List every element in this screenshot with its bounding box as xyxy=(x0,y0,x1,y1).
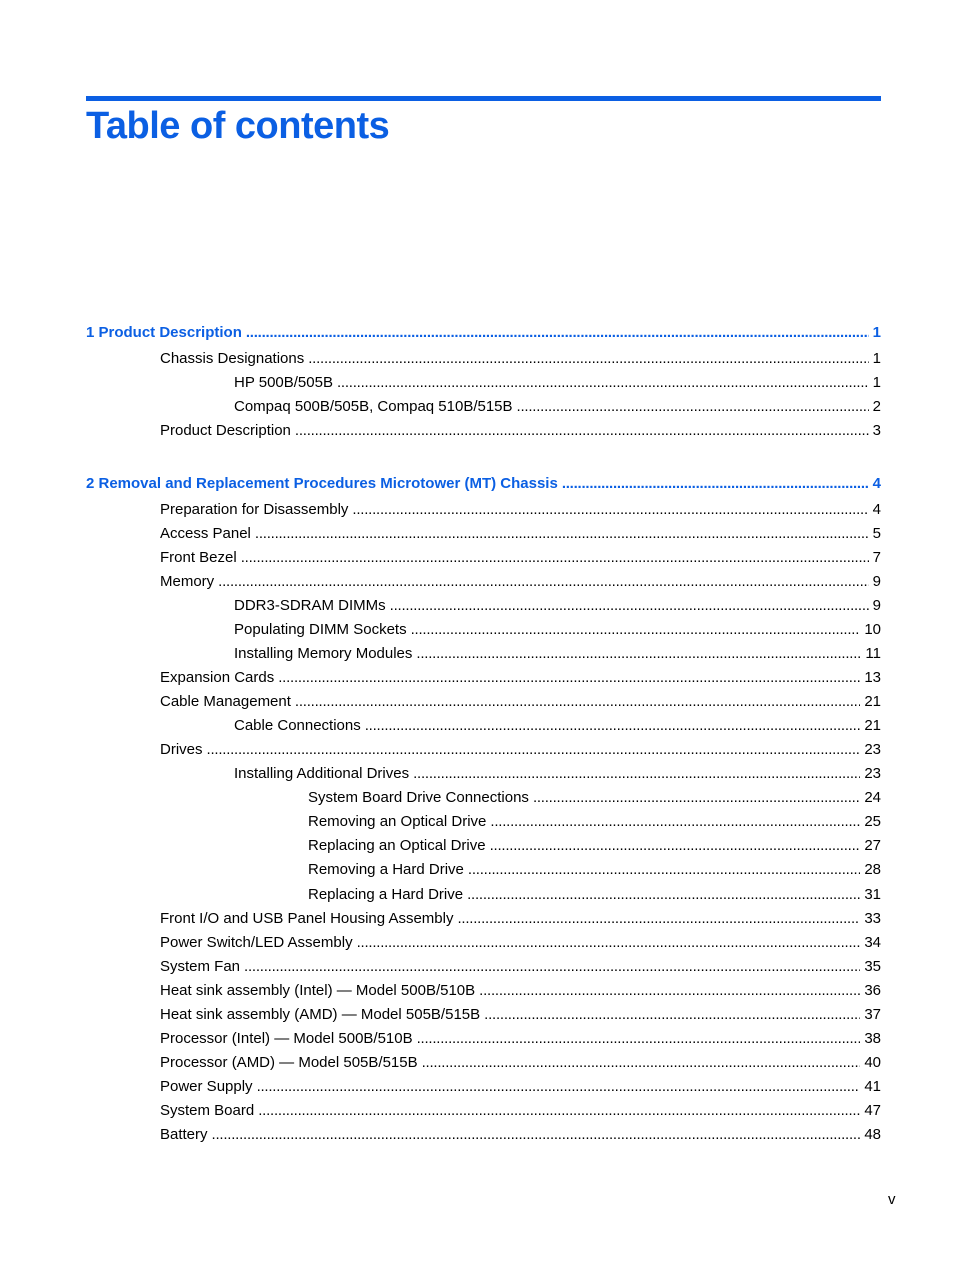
toc-entry-page: 35 xyxy=(864,958,881,975)
toc-entry-page: 10 xyxy=(864,621,881,638)
toc-chapter-entry[interactable] xyxy=(86,322,881,344)
toc-entry[interactable] xyxy=(160,956,881,978)
toc-entry[interactable] xyxy=(234,715,881,737)
toc-entry[interactable] xyxy=(160,980,881,1002)
toc-entry-label: Chassis Designations xyxy=(160,350,305,367)
dot-leader xyxy=(413,763,860,785)
toc-entry[interactable] xyxy=(234,643,881,665)
dot-leader xyxy=(479,980,860,1002)
toc-entry-label: System Fan xyxy=(160,958,241,975)
toc-entry-label: Preparation for Disassembly xyxy=(160,501,349,518)
toc-entry[interactable] xyxy=(160,1028,881,1050)
toc-entry-label: Installing Memory Modules xyxy=(234,645,413,662)
toc-entry[interactable] xyxy=(234,763,881,785)
toc-entry[interactable] xyxy=(308,787,881,809)
toc-entry[interactable] xyxy=(160,908,881,930)
toc-chapter-entry[interactable] xyxy=(86,473,881,495)
toc-entry-label: Heat sink assembly (Intel) — Model 500B/510B xyxy=(160,982,476,999)
toc-entry-label: Removing an Optical Drive xyxy=(308,813,487,830)
toc-entry[interactable] xyxy=(160,523,881,545)
toc-entry-label: Power Switch/LED Assembly xyxy=(160,934,353,951)
toc-entry-label: DDR3-SDRAM DIMMs xyxy=(234,597,386,614)
toc-entry-page: 25 xyxy=(864,813,881,830)
toc-entry-page: 27 xyxy=(864,837,881,854)
dot-leader xyxy=(533,787,860,809)
toc-entry-label: Expansion Cards xyxy=(160,669,275,686)
page-number: v xyxy=(888,1191,896,1208)
toc-entry-page: 38 xyxy=(864,1030,881,1047)
toc-entry-label: Front I/O and USB Panel Housing Assembly xyxy=(160,910,454,927)
toc-entry-page: 28 xyxy=(864,861,881,878)
toc-entry-page: 7 xyxy=(872,549,881,566)
toc-entry[interactable] xyxy=(234,595,881,617)
dot-leader xyxy=(490,835,861,857)
toc-entry[interactable] xyxy=(308,859,881,881)
toc-entry-page: 36 xyxy=(864,982,881,999)
toc-entry-label: Power Supply xyxy=(160,1078,253,1095)
dot-leader xyxy=(218,571,868,593)
dot-leader xyxy=(457,908,860,930)
dot-leader xyxy=(241,547,869,569)
toc-entry-page: 41 xyxy=(864,1078,881,1095)
toc-entry-page: 21 xyxy=(864,693,881,710)
toc-entry-page: 40 xyxy=(864,1054,881,1071)
toc-entry[interactable] xyxy=(160,547,881,569)
toc-entry-page: 1 xyxy=(872,374,881,391)
toc-entry[interactable] xyxy=(308,835,881,857)
toc-entry[interactable] xyxy=(160,571,881,593)
dot-leader xyxy=(295,691,860,713)
toc-entry-label: Access Panel xyxy=(160,525,251,542)
toc-entry-label: Installing Additional Drives xyxy=(234,765,410,782)
toc-entry-label: Processor (Intel) — Model 500B/510B xyxy=(160,1030,413,1047)
toc-entry-page: 47 xyxy=(864,1102,881,1119)
dot-leader xyxy=(295,420,869,442)
toc-entry[interactable] xyxy=(160,691,881,713)
toc-entry-label: Replacing an Optical Drive xyxy=(308,837,486,854)
toc-entry-page: 9 xyxy=(872,597,881,614)
toc-entry-label: 2 Removal and Replacement Procedures Microtower (MT) Chassis xyxy=(86,475,558,492)
toc-entry-label: Memory xyxy=(160,573,215,590)
toc-entry-page: 1 xyxy=(872,324,881,341)
dot-leader xyxy=(411,619,861,641)
toc-entry-page: 4 xyxy=(872,475,881,492)
toc-entry[interactable] xyxy=(160,1076,881,1098)
toc-entry-page: 33 xyxy=(864,910,881,927)
dot-leader xyxy=(257,1076,861,1098)
toc-entry-label: System Board Drive Connections xyxy=(308,789,529,806)
dot-leader xyxy=(562,473,869,495)
toc-entry-label: Product Description xyxy=(160,422,291,439)
toc-entry-page: 34 xyxy=(864,934,881,951)
dot-leader xyxy=(490,811,860,833)
toc-entry-page: 37 xyxy=(864,1006,881,1023)
toc-entry-page: 5 xyxy=(872,525,881,542)
toc-entry-label: HP 500B/505B xyxy=(234,374,333,391)
toc-entry-page: 23 xyxy=(864,741,881,758)
toc-entry-label: System Board xyxy=(160,1102,255,1119)
toc-entry[interactable] xyxy=(160,1004,881,1026)
toc-entry[interactable] xyxy=(160,1052,881,1074)
toc-entry-page: 23 xyxy=(864,765,881,782)
dot-leader xyxy=(258,1100,860,1122)
toc-entry-page: 13 xyxy=(864,669,881,686)
toc-entry-label: Battery xyxy=(160,1126,208,1143)
toc-entry[interactable] xyxy=(160,667,881,689)
dot-leader xyxy=(278,667,860,689)
dot-leader xyxy=(468,859,860,881)
toc-entry-page: 1 xyxy=(872,350,881,367)
toc-entry-label: Populating DIMM Sockets xyxy=(234,621,407,638)
toc-entry-label: 1 Product Description xyxy=(86,324,242,341)
toc-entry-label: Drives xyxy=(160,741,203,758)
toc-entry[interactable] xyxy=(160,348,881,370)
toc-entry-page: 21 xyxy=(864,717,881,734)
toc-entry[interactable] xyxy=(160,499,881,521)
dot-leader xyxy=(484,1004,860,1026)
toc-entry-page: 9 xyxy=(872,573,881,590)
dot-leader xyxy=(207,739,861,761)
dot-leader xyxy=(246,322,869,344)
dot-leader xyxy=(416,643,861,665)
toc-entry[interactable] xyxy=(160,1124,881,1146)
toc-entry-page: 2 xyxy=(872,398,881,415)
dot-leader xyxy=(255,523,869,545)
toc-entry-label: Processor (AMD) — Model 505B/515B xyxy=(160,1054,418,1071)
toc-entry[interactable] xyxy=(160,1100,881,1122)
toc-entry[interactable] xyxy=(308,811,881,833)
toc-entry-label: Replacing a Hard Drive xyxy=(308,886,464,903)
dot-leader xyxy=(365,715,861,737)
toc-entry-page: 31 xyxy=(864,886,881,903)
dot-leader xyxy=(337,372,869,394)
dot-leader xyxy=(390,595,869,617)
toc-entry-label: Cable Connections xyxy=(234,717,361,734)
dot-leader xyxy=(417,1028,861,1050)
toc-entry-page: 3 xyxy=(872,422,881,439)
dot-leader xyxy=(357,932,861,954)
toc-entry[interactable] xyxy=(160,932,881,954)
toc-entry[interactable] xyxy=(160,739,881,761)
toc-entry-label: Removing a Hard Drive xyxy=(308,861,464,878)
dot-leader xyxy=(244,956,860,978)
dot-leader xyxy=(212,1124,861,1146)
toc-entry[interactable] xyxy=(308,884,881,906)
toc-entry-label: Front Bezel xyxy=(160,549,237,566)
toc-entry-label: Compaq 500B/505B, Compaq 510B/515B xyxy=(234,398,513,415)
toc-entry-page: 48 xyxy=(864,1126,881,1143)
dot-leader xyxy=(517,396,869,418)
toc-entry-page: 4 xyxy=(872,501,881,518)
dot-leader xyxy=(308,348,868,370)
dot-leader xyxy=(352,499,868,521)
toc-entry-label: Cable Management xyxy=(160,693,291,710)
dot-leader xyxy=(422,1052,861,1074)
toc-entry[interactable] xyxy=(234,396,881,418)
toc-entry[interactable] xyxy=(160,420,881,442)
dot-leader xyxy=(467,884,860,906)
page-title: Table of contents xyxy=(86,105,390,147)
toc-entry[interactable] xyxy=(234,372,881,394)
toc-entry-label: Heat sink assembly (AMD) — Model 505B/515B xyxy=(160,1006,481,1023)
toc-entry-page: 24 xyxy=(864,789,881,806)
toc-entry[interactable] xyxy=(234,619,881,641)
toc-entry-page: 11 xyxy=(865,645,881,662)
